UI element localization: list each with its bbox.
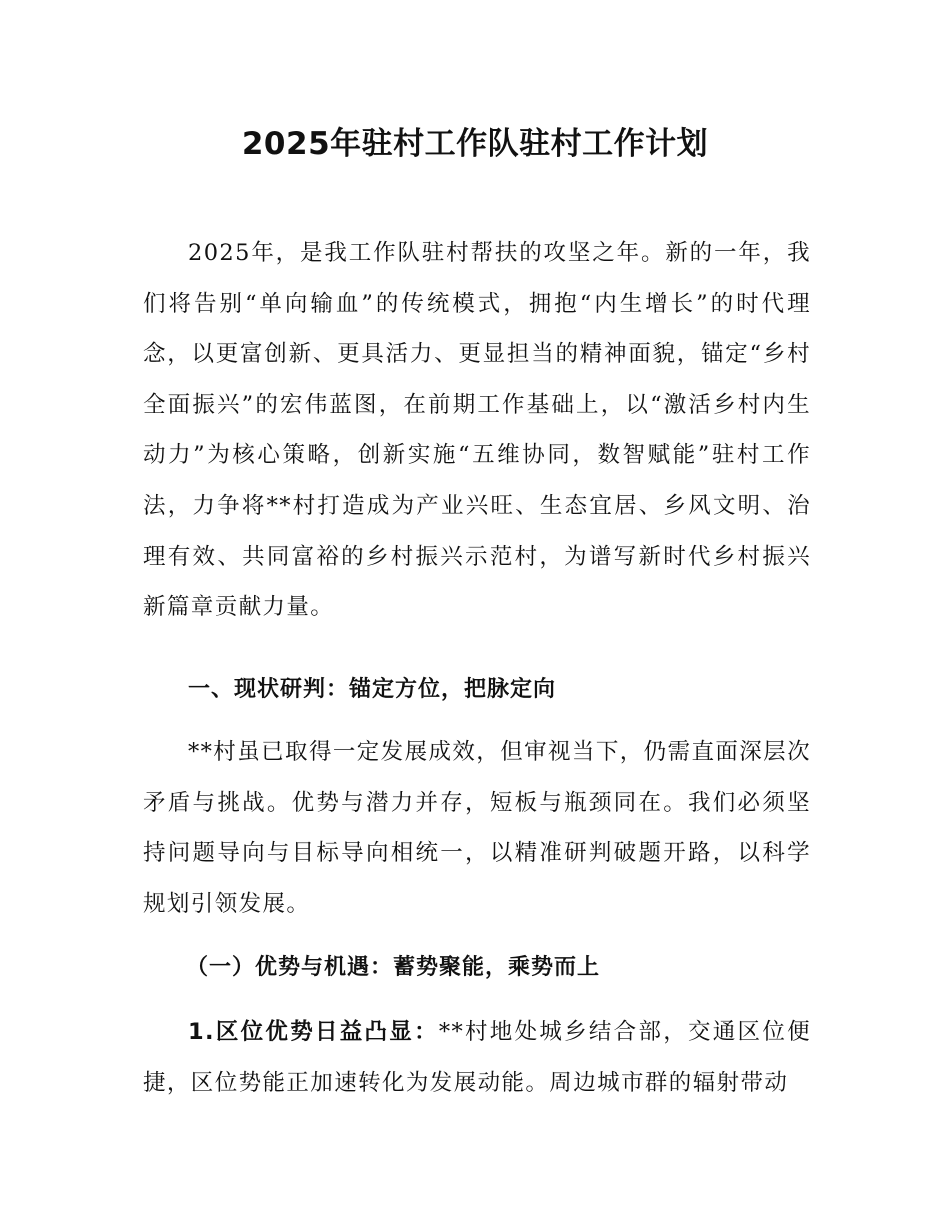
subsection-heading-1: （一）优势与机遇：蓄势聚能，乘势而上 [186,955,601,980]
document-title: 2025年驻村工作队驻村工作计划 [241,126,709,162]
section-1-paragraph: **村虽已取得一定发展成效，但审视当下，仍需直面深层次矛盾与挑战。优势与潜力并存，短板与瓶颈同在。我们必须坚持问题导向与目标导向相统一，以精准研判破题开路，以科学规划引领发展。 [143,739,811,917]
intro-paragraph: 2025年，是我工作队驻村帮扶的攻坚之年。新的一年，我们将告别“单向输血”的传统模式，拥抱“内生增长”的时代理念，以更富创新、更具活力、更显担当的精神面貌，锚定“乡村全面振兴”的宏伟蓝图，在前期工作基础上，以“激活乡村内生动力”为核心策略，创新实施“五维协同，数智赋能”驻村工作法，力争将**村打造成为产业兴旺、生态宜居、乡风文明、治理有效、共同富裕的乡村振兴示范村，为谱写新时代乡村振兴新篇章贡献力量。 [143,240,811,621]
item-1-paragraph [143,1007,811,1108]
item-1-text: **村地处城乡结合部，交通区位便捷，区位势能正加速转化为发展动能。周边城市群的辐射带动 [143,1019,812,1096]
section-heading-1: 一、现状研判：锚定方位，把脉定向 [188,677,557,702]
item-1-lead: 1.区位优势日益凸显： [188,1019,439,1045]
